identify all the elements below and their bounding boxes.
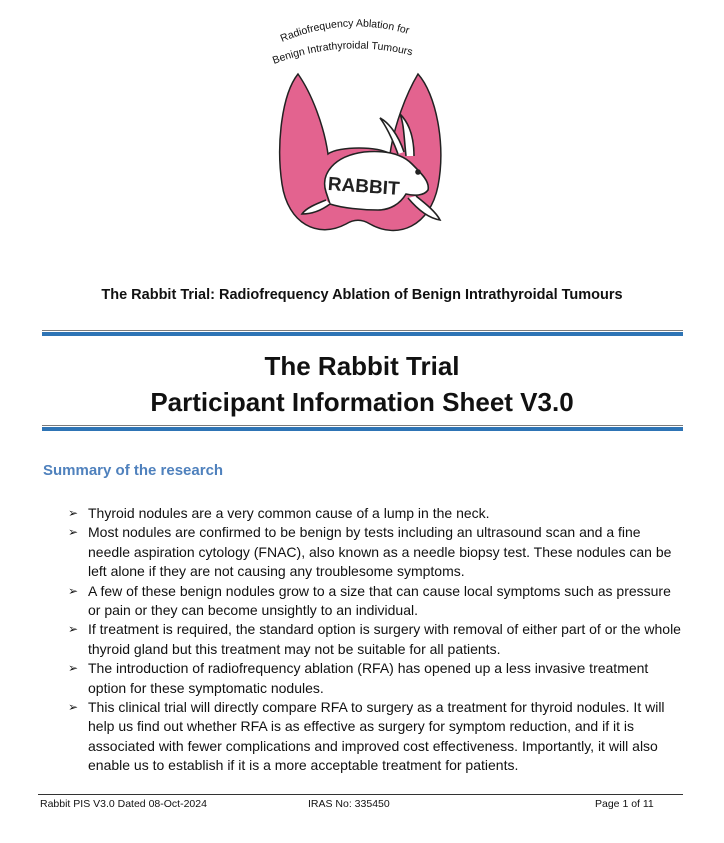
footer-iras: IRAS No: 335450 xyxy=(308,798,390,810)
document-title xyxy=(0,348,724,420)
list-item: ➢ If treatment is required, the standard option is surgery with removal of either part of or the whole thyroid gland but this treatment may not be suitable for all patients. xyxy=(68,621,681,657)
summary-list xyxy=(68,504,683,776)
top-rule xyxy=(42,330,683,336)
list-item: ➢ Thyroid nodules are a very common cause of a lump in the neck. xyxy=(68,504,683,523)
footer-version: Rabbit PIS V3.0 Dated 08-Oct-2024 xyxy=(40,798,207,810)
footer-rule xyxy=(38,794,683,795)
logo-graphic xyxy=(268,14,448,246)
logo-arc-text-1: Radiofrequency Ablation for xyxy=(278,17,411,45)
logo-arc-text-2: Benign Intrathyroidal Tumours xyxy=(270,39,414,67)
arrow-bullet-icon: ➢ xyxy=(68,506,79,520)
arrow-bullet-icon: ➢ xyxy=(68,622,79,637)
list-item: ➢ A few of these benign nodules grow to a size that can cause local symptoms such as pressure or pain or they can become unsightly to an individual. xyxy=(68,582,671,619)
footer-page-number: Page 1 of 11 xyxy=(595,798,654,810)
title-line-1: The Rabbit Trial xyxy=(264,351,460,381)
bottom-rule xyxy=(42,425,683,431)
list-item: ➢ The introduction of radiofrequency ablation (RFA) has opened up a less invasive treatment option for these symptomatic nodules. xyxy=(68,660,649,696)
rabbit-trial-logo xyxy=(268,14,448,246)
list-item: ➢ Most nodules are confirmed to be benign by tests including an ultrasound scan and a fine needle aspiration cytology (FNAC), also known as a needle biopsy test. These nodules can be left alone if they are not causing any troublesome symptoms. xyxy=(68,524,672,580)
logo-badge-text: RABBIT xyxy=(327,173,401,200)
summary-heading: Summary of the research xyxy=(43,462,224,479)
document-subtitle: The Rabbit Trial: Radiofrequency Ablation of Benign Intrathyroidal Tumours xyxy=(101,287,623,303)
arrow-bullet-icon: ➢ xyxy=(68,700,79,715)
title-line-2: Participant Information Sheet V3.0 xyxy=(150,387,574,417)
list-item: ➢ This clinical trial will directly compare RFA to surgery as a treatment for thyroid nodules. It will help us find out whether RFA is as effective as surgery for symptom reduction, and if it is associated with fewer complications and improved cost effectiveness. Importantly, it will also enable us to establish if it is a more acceptable treatment for patients. xyxy=(68,699,665,774)
arrow-bullet-icon: ➢ xyxy=(68,583,79,598)
arrow-bullet-icon: ➢ xyxy=(68,525,79,540)
arrow-bullet-icon: ➢ xyxy=(68,661,79,676)
